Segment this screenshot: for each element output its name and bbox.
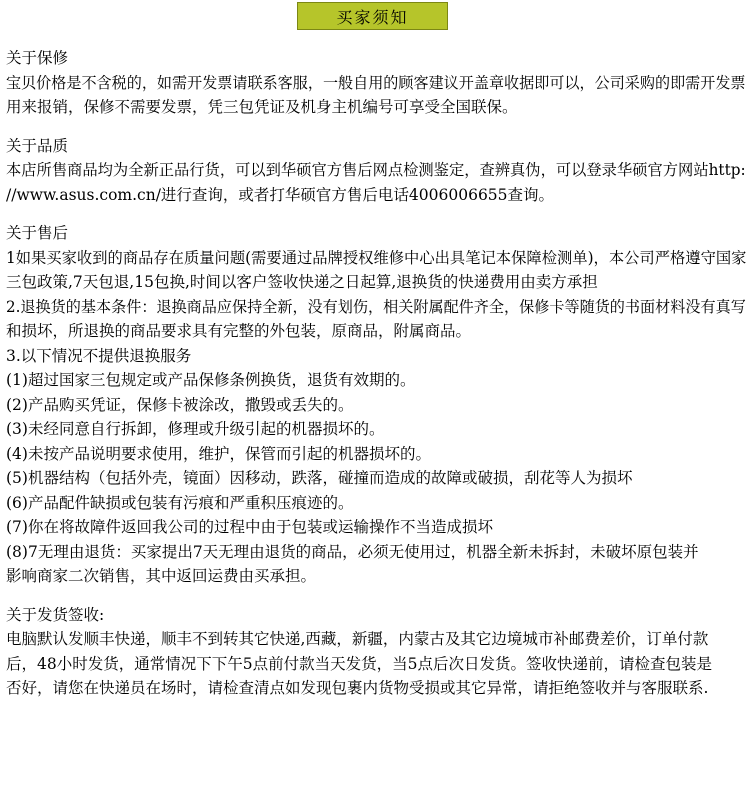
paragraph-line: (1)超过国家三包规定或产品保修条例换货，退货有效期的。 [6,371,416,389]
paragraph-line: (4)未按产品说明要求使用，维护，保管而引起的机器损坏的。 [6,444,431,463]
section-shipping [6,603,746,701]
paragraph-line: (8)7无理由退货：买家提出7天无理由退货的商品，必须无使用过，机器全新未拆封，未破坏原包装并 [6,542,699,561]
paragraph-line: 和损坏，所退换的商品要求具有完整的外包装，原商品，附属商品。 [6,322,472,340]
paragraph-line: 本店所售商品均为全新正品行货，可以到华硕官方售后网点检测鉴定，查辨真伪，可以登录华硕官方网站http: [6,161,746,179]
paragraph-line: 后，48小时发货，通常情况下下午5点前付款当天发货，当5点后次日发货。签收快递前，请检查包装是 [6,654,712,673]
paragraph-line: (6)产品配件缺损或包装有污痕和严重积压痕迹的。 [6,493,354,512]
section-heading: 关于品质 [6,136,69,155]
paragraph-line: (3)未经同意自行拆卸，修理或升级引起的机器损坏的。 [6,420,385,438]
section-quality [6,134,746,208]
paragraph-line: (7)你在将故障件返回我公司的过程中由于包装或运输操作不当造成损坏 [6,518,493,536]
section-heading: 关于售后 [6,224,69,242]
section-after-sales [6,221,746,589]
section-warranty [6,46,746,120]
paragraph-line: (5)机器结构（包括外壳，镜面）因移动，跌落，碰撞而造成的故障或破损，刮花等人为损坏 [6,469,633,487]
notice-title: 买家须知 [336,7,409,27]
notice-title-badge [297,2,448,30]
paragraph-line: 2.退换货的基本条件：退换商品应保持全新，没有划伤，相关附属配件齐全，保修卡等随货的书面材料没有真写 [6,297,746,316]
paragraph-line: 否好，请您在快递员在场时，请检查清点如发现包裹内货物受损或其它异常，请拒绝签收并与客服联系. [6,679,709,697]
paragraph-line: 三包政策,7天包退,15包换,时间以客户签收快递之日起算,退换货的快递费用由卖方承担 [6,273,598,291]
paragraph-line: 1如果买家收到的商品存在质量问题(需要通过品牌授权维修中心出具笔记本保障检测单)，本公司严格遵守国家 [6,248,747,267]
paragraph-line: 电脑默认发顺丰快递，顺丰不到转其它快递,西藏，新疆，内蒙古及其它边境城市补邮费差价，订单付款 [6,630,709,648]
paragraph-line: //www.asus.com.cn/进行查询，或者打华硕官方售后电话4006006655查询。 [6,185,555,204]
paragraph-line: 3.以下情况不提供退换服务 [6,346,192,365]
section-heading: 关于保修 [6,49,69,67]
paragraph-line: (2)产品购买凭证，保修卡被涂改，撒毁或丢失的。 [6,395,354,414]
notice-content [6,46,746,715]
paragraph-line: 宝贝价格是不含税的，如需开发票请联系客服，一般自用的顾客建议开盖章收据即可以，公司采购的即需开发票 [6,73,746,92]
section-heading: 关于发货签收: [6,605,105,624]
paragraph-line: 影响商家二次销售，其中返回运费由买承担。 [6,567,317,585]
paragraph-line: 用来报销，保修不需要发票，凭三包凭证及机身主机编号可享受全国联保。 [6,98,518,116]
